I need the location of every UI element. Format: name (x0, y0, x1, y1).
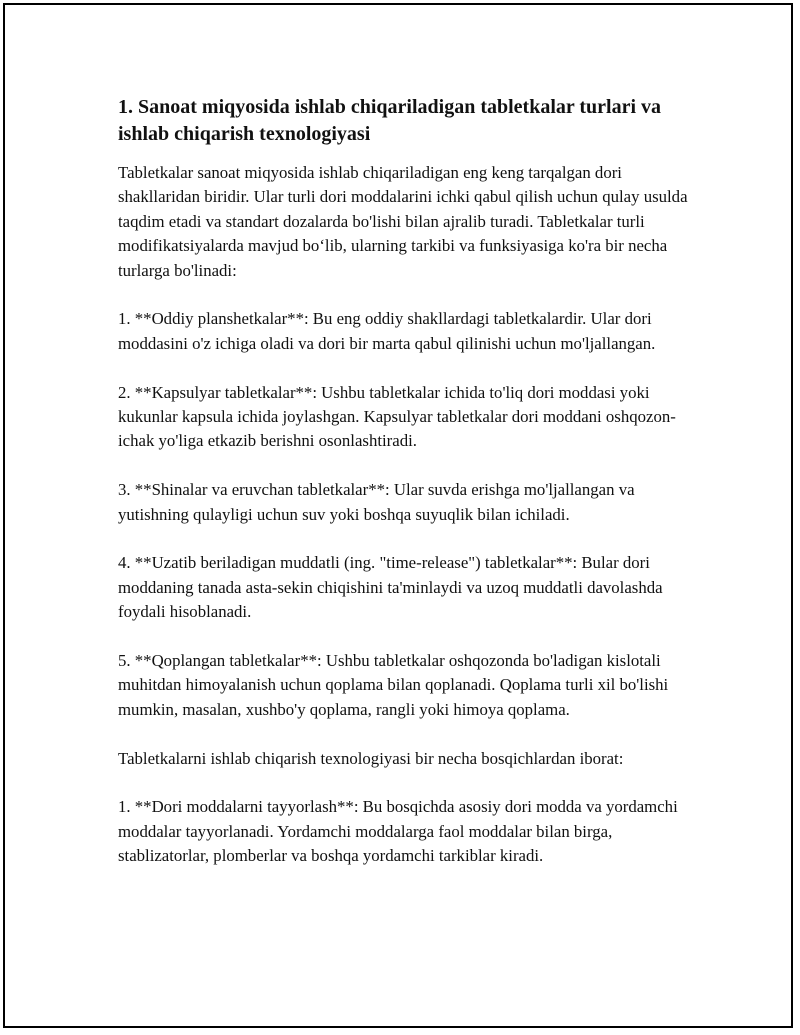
list-item-preparation-step: 1. **Dori moddalarni tayyorlash**: Bu bosqichda asosiy dori modda va yordamchi moddalar tayyorlanadi. Yordamchi moddalarga faol moddalar bilan birga, stablizatorlar, plomberlar va boshqa yordamchi tarkiblar kiradi. (118, 797, 678, 866)
list-item-soluble-tablets: 3. **Shinalar va eruvchan tabletkalar**: Ular suvda erishga mo'ljallangan va yutishning qulayligi uchun suv yoki boshqa suyuqlik bilan ichiladi. (118, 480, 635, 524)
list-item-capsule-tablets: 2. **Kapsulyar tabletkalar**: Ushbu tabletkalar ichida to'liq dori moddasi yoki kukunlar kapsula ichida joylashgan. Kapsulyar tabletkalar dori moddani oshqozon-ichak yo'liga etkazib berishni osonlashtiradi. (118, 382, 676, 451)
document-title: 1. Sanoat miqyosida ishlab chiqariladigan tabletkalar turlari va ishlab chiqarish texnologiyasi (118, 96, 662, 145)
list-item-plain-tablets: 1. **Oddiy planshetkalar**: Bu eng oddiy shakllardagi tabletkalardir. Ular dori moddasini o'z ichiga oladi va dori bir marta qabul qilinishi uchun mo'ljallangan. (118, 309, 656, 353)
list-item-coated-tablets: 5. **Qoplangan tabletkalar**: Ushbu tabletkalar oshqozonda bo'ladigan kislotali muhitdan himoyalanish uchun qoplama bilan qoplanadi. Qoplama turli xil bo'lishi mumkin, masalan, xushbo'y qoplama, rangli yoki himoya qoplama. (118, 651, 669, 719)
document-body (118, 94, 698, 893)
intro-paragraph: Tabletkalar sanoat miqyosida ishlab chiqariladigan eng keng tarqalgan dori shakllaridan biridir. Ular turli dori moddalarini ichki qabul qilish uchun qulay usulda taqdim etadi va standart dozalarda bo'lishi bilan ajralib turadi. Tabletkalar turli modifikatsiyalarda mavjud bo‘lib, ularning tarkibi va funksiyasiga ko'ra bir necha turlarga bo'linadi: (118, 163, 688, 280)
technology-intro-paragraph: Tabletkalarni ishlab chiqarish texnologiyasi bir necha bosqichlardan iborat: (118, 748, 624, 768)
list-item-time-release-tablets: 4. **Uzatib beriladigan muddatli (ing. "time-release") tabletkalar**: Bular dori moddaning tanada asta-sekin chiqishini ta'minlaydi va uzoq muddatli davolashda foydali hisoblanadi. (118, 553, 663, 622)
